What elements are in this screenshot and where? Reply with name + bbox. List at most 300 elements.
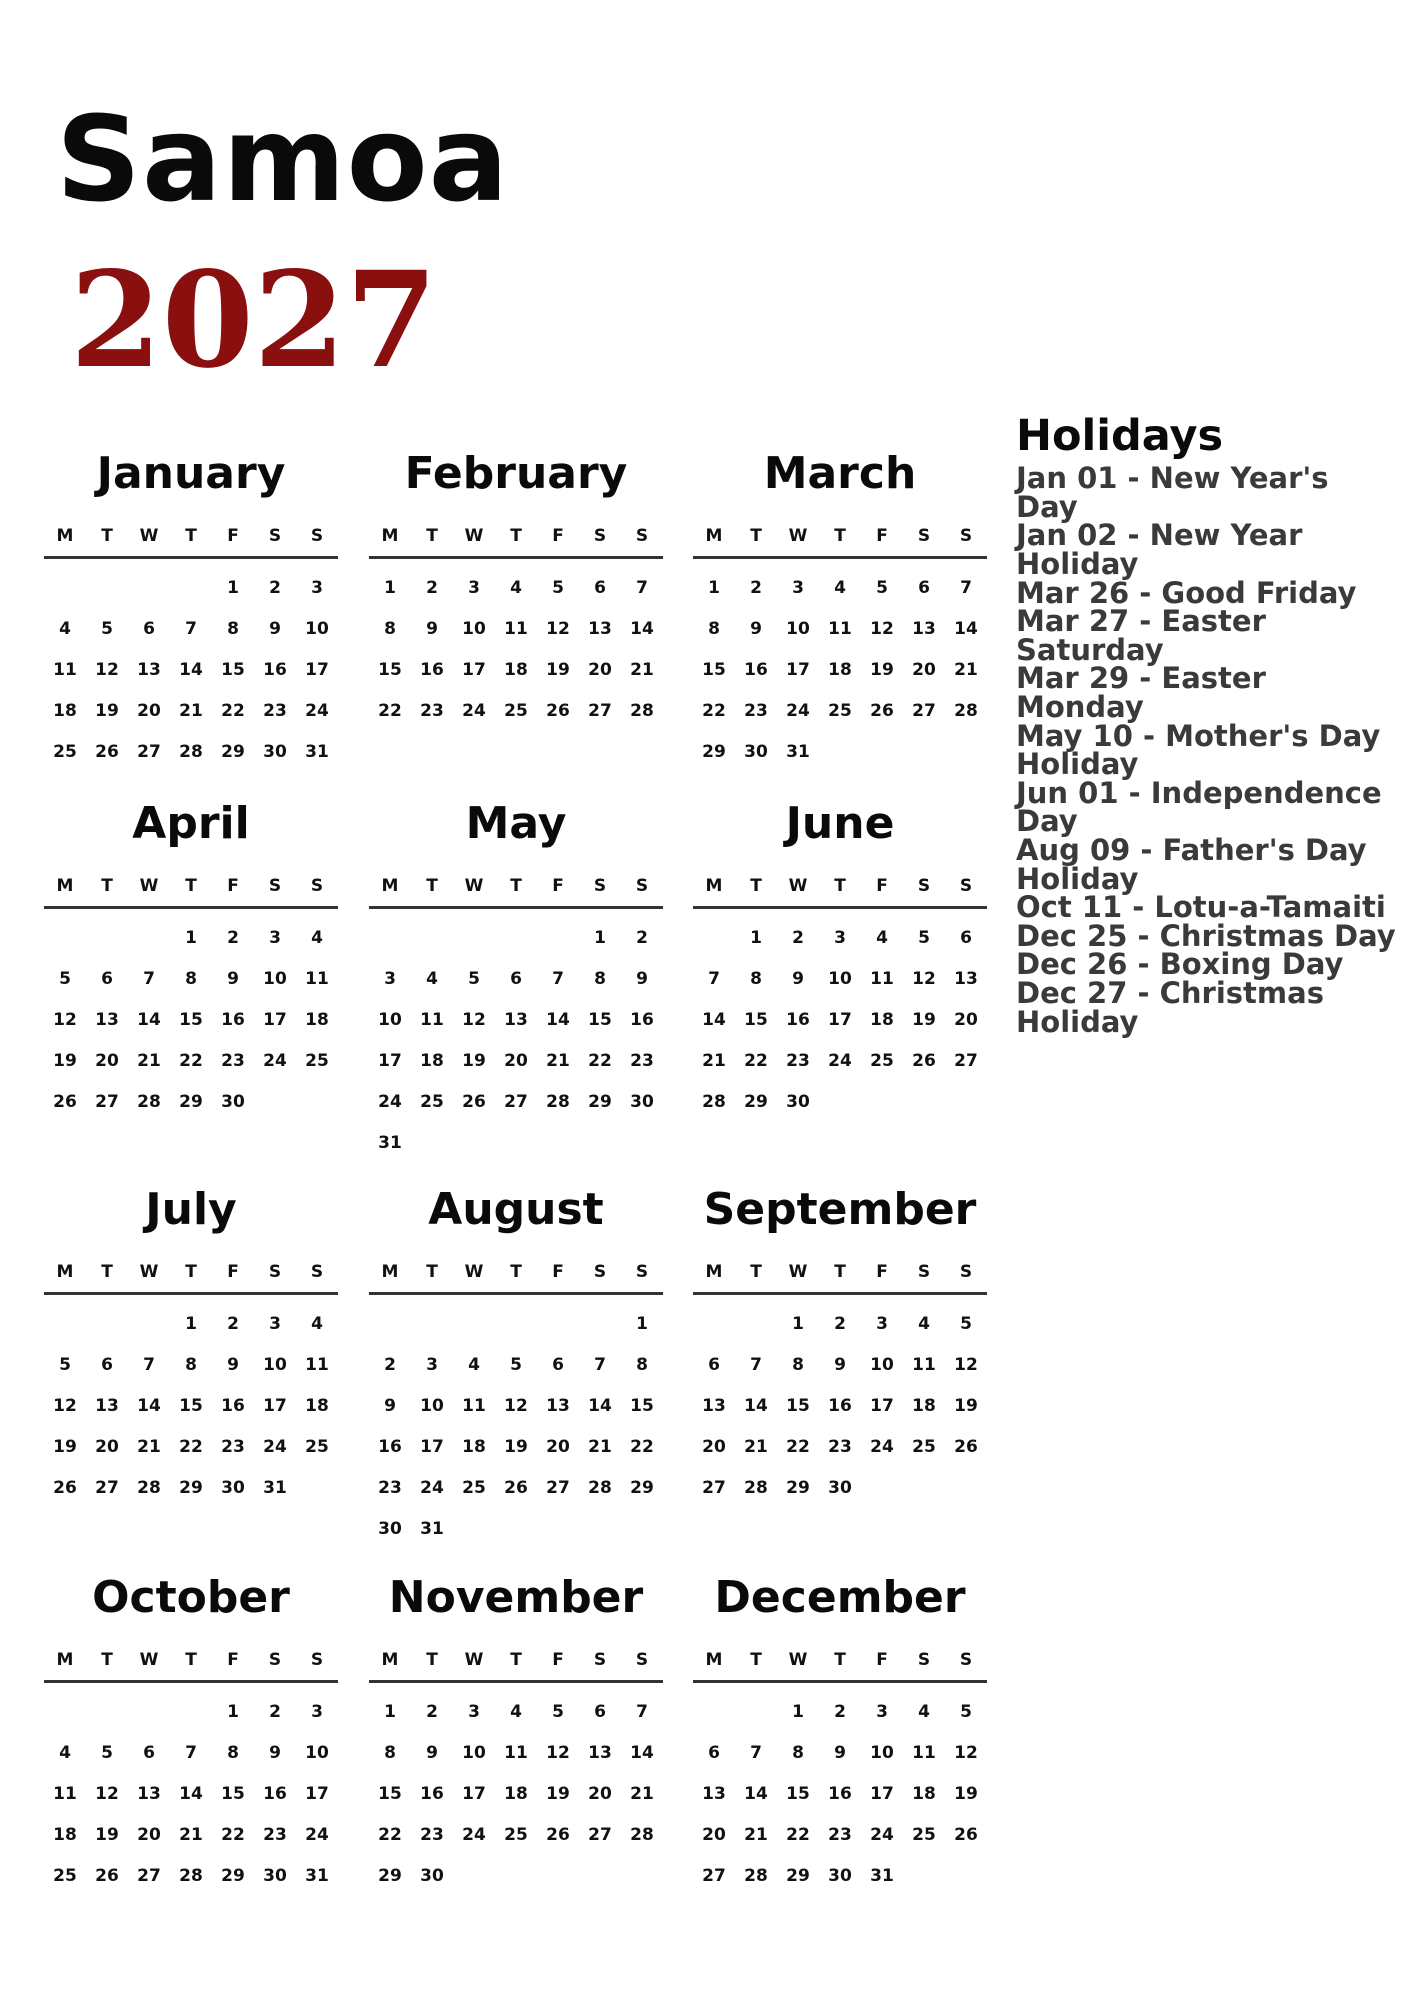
weekday-header	[369, 876, 663, 909]
holiday-item: Jan 01 - New Year's Day	[1016, 461, 1329, 524]
day-cell: 25	[912, 1436, 936, 1457]
day-cell: 31	[305, 741, 329, 762]
day-grid	[369, 1303, 663, 1549]
day-cell: 4	[918, 1313, 930, 1334]
day-cell: 27	[702, 1865, 726, 1886]
day-cell: 29	[744, 1091, 768, 1112]
weekday-label: T	[750, 1262, 762, 1282]
day-cell: 15	[221, 1783, 245, 1804]
day-cell: 14	[744, 1395, 768, 1416]
day-cell: 9	[227, 968, 239, 989]
weekday-label: T	[834, 526, 846, 546]
weekday-label: S	[917, 1650, 931, 1670]
day-cell: 24	[263, 1050, 287, 1071]
day-cell: 9	[636, 968, 648, 989]
day-cell: 12	[53, 1395, 77, 1416]
day-cell: 16	[828, 1395, 852, 1416]
day-grid	[693, 917, 987, 1122]
holiday-item: Mar 27 - Easter Saturday	[1016, 604, 1266, 667]
day-grid	[369, 917, 663, 1163]
day-cell: 30	[378, 1518, 402, 1539]
day-cell: 12	[870, 618, 894, 639]
day-cell: 20	[95, 1436, 119, 1457]
day-cell: 26	[546, 1824, 570, 1845]
holiday-item: Dec 26 - Boxing Day	[1016, 947, 1344, 982]
day-cell: 28	[588, 1477, 612, 1498]
day-cell: 19	[546, 1783, 570, 1804]
weekday-label: F	[227, 1262, 239, 1282]
holiday-item: Dec 27 - Christmas Holiday	[1016, 975, 1324, 1039]
day-cell: 28	[179, 741, 203, 762]
day-cell: 1	[792, 1701, 804, 1722]
day-cell: 30	[828, 1865, 852, 1886]
day-cell: 26	[53, 1091, 77, 1112]
weekday-label: T	[426, 876, 438, 896]
day-cell: 14	[179, 1783, 203, 1804]
day-cell: 24	[870, 1436, 894, 1457]
weekday-label: W	[139, 526, 159, 546]
day-cell: 13	[95, 1395, 119, 1416]
weekday-label: S	[310, 1262, 324, 1282]
day-cell: 12	[546, 618, 570, 639]
day-cell: 11	[420, 1009, 444, 1030]
day-cell: 18	[504, 659, 528, 680]
day-cell: 10	[870, 1354, 894, 1375]
day-cell: 1	[792, 1313, 804, 1334]
month-august	[369, 1184, 663, 1549]
day-cell: 23	[744, 700, 768, 721]
day-cell: 29	[630, 1477, 654, 1498]
weekday-label: F	[876, 876, 888, 896]
day-cell: 31	[263, 1477, 287, 1498]
day-cell: 17	[305, 659, 329, 680]
day-cell: 10	[462, 618, 486, 639]
weekday-header	[693, 526, 987, 559]
day-cell: 17	[870, 1395, 894, 1416]
day-cell: 12	[462, 1009, 486, 1030]
day-cell: 5	[101, 618, 113, 639]
day-cell: 23	[263, 1824, 287, 1845]
day-cell: 22	[702, 700, 726, 721]
weekday-label: T	[101, 526, 113, 546]
day-cell: 16	[744, 659, 768, 680]
holiday-item: May 10 - Mother's Day Holiday	[1016, 718, 1381, 782]
day-cell: 14	[588, 1395, 612, 1416]
day-cell: 30	[221, 1091, 245, 1112]
day-cell: 5	[960, 1701, 972, 1722]
day-cell: 5	[876, 577, 888, 598]
day-cell: 11	[870, 968, 894, 989]
day-cell: 24	[462, 1824, 486, 1845]
day-cell: 25	[912, 1824, 936, 1845]
weekday-label: T	[750, 1650, 762, 1670]
day-cell: 18	[912, 1783, 936, 1804]
weekday-label: T	[426, 1262, 438, 1282]
day-cell: 14	[137, 1395, 161, 1416]
day-cell: 7	[636, 577, 648, 598]
day-cell: 5	[59, 968, 71, 989]
day-cell: 4	[510, 1701, 522, 1722]
day-cell: 16	[786, 1009, 810, 1030]
day-cell: 27	[137, 1865, 161, 1886]
day-cell: 20	[546, 1436, 570, 1457]
weekday-header	[369, 526, 663, 559]
day-cell: 2	[426, 1701, 438, 1722]
day-cell: 3	[876, 1701, 888, 1722]
day-cell: 19	[462, 1050, 486, 1071]
weekday-label: W	[788, 876, 808, 896]
day-cell: 21	[137, 1050, 161, 1071]
day-grid	[44, 917, 338, 1122]
day-cell: 10	[786, 618, 810, 639]
day-cell: 16	[378, 1436, 402, 1457]
day-cell: 1	[384, 577, 396, 598]
day-cell: 2	[636, 927, 648, 948]
day-cell: 17	[828, 1009, 852, 1030]
month-october	[44, 1572, 338, 1896]
day-cell: 24	[378, 1091, 402, 1112]
day-cell: 13	[95, 1009, 119, 1030]
day-cell: 27	[504, 1091, 528, 1112]
day-cell: 12	[954, 1742, 978, 1763]
day-cell: 8	[227, 1742, 239, 1763]
day-cell: 4	[918, 1701, 930, 1722]
weekday-label: T	[750, 876, 762, 896]
day-cell: 9	[792, 968, 804, 989]
weekday-header	[369, 1262, 663, 1295]
day-cell: 11	[462, 1395, 486, 1416]
day-cell: 23	[420, 700, 444, 721]
day-cell: 6	[101, 968, 113, 989]
month-november	[369, 1572, 663, 1896]
weekday-label: S	[310, 876, 324, 896]
weekday-label: T	[101, 876, 113, 896]
weekday-label: S	[635, 526, 649, 546]
day-cell: 8	[594, 968, 606, 989]
weekday-label: W	[464, 876, 484, 896]
day-cell: 27	[912, 700, 936, 721]
month-name: January	[96, 448, 286, 499]
weekday-label: M	[56, 1650, 74, 1670]
day-cell: 7	[636, 1701, 648, 1722]
day-cell: 25	[504, 700, 528, 721]
day-cell: 19	[546, 659, 570, 680]
day-cell: 17	[263, 1009, 287, 1030]
weekday-label: S	[917, 876, 931, 896]
weekday-label: F	[227, 526, 239, 546]
day-cell: 2	[269, 1701, 281, 1722]
day-cell: 6	[594, 577, 606, 598]
day-cell: 25	[305, 1050, 329, 1071]
day-cell: 23	[786, 1050, 810, 1071]
day-cell: 28	[744, 1865, 768, 1886]
day-cell: 10	[420, 1395, 444, 1416]
weekday-label: F	[876, 1650, 888, 1670]
day-cell: 6	[708, 1354, 720, 1375]
day-cell: 8	[750, 968, 762, 989]
day-cell: 23	[378, 1477, 402, 1498]
weekday-label: M	[381, 1650, 399, 1670]
day-cell: 9	[426, 1742, 438, 1763]
day-cell: 11	[305, 1354, 329, 1375]
day-cell: 19	[53, 1050, 77, 1071]
day-cell: 12	[95, 1783, 119, 1804]
day-cell: 16	[221, 1009, 245, 1030]
day-cell: 12	[912, 968, 936, 989]
day-cell: 24	[420, 1477, 444, 1498]
day-cell: 2	[750, 577, 762, 598]
day-cell: 22	[630, 1436, 654, 1457]
holiday-item: Jun 01 - Independence Day	[1016, 775, 1382, 839]
day-cell: 22	[221, 1824, 245, 1845]
weekday-label: F	[552, 876, 564, 896]
day-cell: 11	[305, 968, 329, 989]
weekday-header	[44, 1650, 338, 1683]
day-cell: 29	[179, 1477, 203, 1498]
weekday-label: S	[593, 526, 607, 546]
holiday-item: Dec 25 - Christmas Day	[1016, 918, 1396, 953]
day-cell: 15	[179, 1009, 203, 1030]
weekday-label: W	[464, 1262, 484, 1282]
day-cell: 2	[227, 927, 239, 948]
day-cell: 10	[305, 1742, 329, 1763]
day-cell: 26	[870, 700, 894, 721]
weekday-label: F	[552, 1262, 564, 1282]
day-cell: 28	[954, 700, 978, 721]
day-cell: 2	[426, 577, 438, 598]
day-cell: 27	[95, 1091, 119, 1112]
day-cell: 13	[137, 1783, 161, 1804]
day-cell: 25	[462, 1477, 486, 1498]
weekday-label: T	[426, 526, 438, 546]
day-cell: 8	[227, 618, 239, 639]
month-name: August	[428, 1184, 604, 1235]
day-cell: 20	[702, 1436, 726, 1457]
month-name: December	[714, 1572, 966, 1623]
weekday-header	[44, 1262, 338, 1295]
day-cell: 3	[834, 927, 846, 948]
day-cell: 24	[462, 700, 486, 721]
day-cell: 29	[588, 1091, 612, 1112]
day-cell: 7	[960, 577, 972, 598]
month-december	[693, 1572, 987, 1896]
day-cell: 26	[504, 1477, 528, 1498]
day-cell: 6	[143, 1742, 155, 1763]
weekday-label: W	[788, 1650, 808, 1670]
day-cell: 2	[227, 1313, 239, 1334]
day-cell: 1	[636, 1313, 648, 1334]
day-cell: 3	[311, 1701, 323, 1722]
day-cell: 29	[378, 1865, 402, 1886]
day-cell: 3	[792, 577, 804, 598]
weekday-label: W	[788, 526, 808, 546]
weekday-label: S	[593, 1650, 607, 1670]
day-cell: 29	[221, 741, 245, 762]
day-cell: 23	[221, 1050, 245, 1071]
day-cell: 31	[870, 1865, 894, 1886]
weekday-label: M	[705, 526, 723, 546]
weekday-label: S	[310, 1650, 324, 1670]
day-cell: 16	[420, 659, 444, 680]
day-cell: 28	[630, 1824, 654, 1845]
day-cell: 9	[426, 618, 438, 639]
day-cell: 13	[137, 659, 161, 680]
day-cell: 3	[876, 1313, 888, 1334]
day-cell: 3	[311, 577, 323, 598]
day-cell: 21	[744, 1824, 768, 1845]
day-cell: 17	[378, 1050, 402, 1071]
day-cell: 25	[504, 1824, 528, 1845]
weekday-label: S	[593, 876, 607, 896]
day-cell: 17	[305, 1783, 329, 1804]
day-cell: 28	[630, 700, 654, 721]
weekday-header	[44, 876, 338, 909]
day-cell: 28	[179, 1865, 203, 1886]
day-cell: 25	[305, 1436, 329, 1457]
day-cell: 20	[95, 1050, 119, 1071]
day-cell: 13	[588, 618, 612, 639]
day-cell: 17	[786, 659, 810, 680]
day-cell: 11	[53, 1783, 77, 1804]
day-cell: 23	[630, 1050, 654, 1071]
day-cell: 25	[53, 1865, 77, 1886]
day-cell: 20	[588, 1783, 612, 1804]
day-cell: 24	[828, 1050, 852, 1071]
day-cell: 31	[786, 741, 810, 762]
day-cell: 10	[462, 1742, 486, 1763]
day-cell: 4	[311, 927, 323, 948]
day-cell: 7	[708, 968, 720, 989]
day-cell: 28	[744, 1477, 768, 1498]
month-february	[369, 448, 663, 731]
day-cell: 1	[708, 577, 720, 598]
day-cell: 20	[137, 1824, 161, 1845]
day-cell: 3	[468, 577, 480, 598]
weekday-label: S	[959, 526, 973, 546]
day-cell: 3	[426, 1354, 438, 1375]
month-june	[693, 798, 987, 1122]
day-cell: 20	[912, 659, 936, 680]
day-cell: 6	[101, 1354, 113, 1375]
month-july	[44, 1184, 338, 1508]
day-cell: 15	[786, 1395, 810, 1416]
day-cell: 22	[221, 700, 245, 721]
weekday-label: F	[227, 876, 239, 896]
day-cell: 23	[420, 1824, 444, 1845]
day-cell: 17	[462, 659, 486, 680]
day-cell: 7	[750, 1354, 762, 1375]
day-cell: 18	[828, 659, 852, 680]
day-cell: 3	[468, 1701, 480, 1722]
year-title: 2027	[70, 243, 438, 398]
day-cell: 30	[828, 1477, 852, 1498]
day-cell: 2	[792, 927, 804, 948]
month-name: November	[388, 1572, 644, 1623]
day-cell: 6	[918, 577, 930, 598]
month-name: March	[763, 448, 917, 499]
day-cell: 11	[504, 1742, 528, 1763]
day-cell: 19	[954, 1395, 978, 1416]
day-cell: 26	[95, 741, 119, 762]
day-cell: 4	[468, 1354, 480, 1375]
day-cell: 6	[552, 1354, 564, 1375]
day-cell: 8	[792, 1742, 804, 1763]
weekday-label: S	[268, 1262, 282, 1282]
day-cell: 10	[870, 1742, 894, 1763]
day-cell: 27	[702, 1477, 726, 1498]
weekday-label: S	[959, 1262, 973, 1282]
day-cell: 19	[53, 1436, 77, 1457]
day-cell: 21	[137, 1436, 161, 1457]
day-cell: 27	[546, 1477, 570, 1498]
day-cell: 8	[384, 618, 396, 639]
weekday-label: T	[510, 876, 522, 896]
day-cell: 30	[263, 741, 287, 762]
month-name: June	[785, 798, 895, 849]
day-cell: 29	[702, 741, 726, 762]
day-cell: 22	[588, 1050, 612, 1071]
day-cell: 14	[954, 618, 978, 639]
weekday-label: F	[227, 1650, 239, 1670]
month-may	[369, 798, 663, 1163]
day-cell: 18	[462, 1436, 486, 1457]
day-cell: 7	[143, 1354, 155, 1375]
day-cell: 18	[912, 1395, 936, 1416]
weekday-label: F	[552, 526, 564, 546]
day-cell: 1	[750, 927, 762, 948]
day-cell: 15	[378, 659, 402, 680]
weekday-label: S	[959, 876, 973, 896]
weekday-label: M	[381, 1262, 399, 1282]
day-cell: 18	[504, 1783, 528, 1804]
day-cell: 26	[462, 1091, 486, 1112]
day-cell: 6	[594, 1701, 606, 1722]
day-cell: 15	[786, 1783, 810, 1804]
day-cell: 23	[221, 1436, 245, 1457]
day-cell: 21	[954, 659, 978, 680]
day-cell: 24	[870, 1824, 894, 1845]
day-cell: 8	[792, 1354, 804, 1375]
day-cell: 4	[426, 968, 438, 989]
day-cell: 18	[420, 1050, 444, 1071]
day-cell: 23	[828, 1824, 852, 1845]
day-cell: 8	[185, 968, 197, 989]
month-march	[693, 448, 987, 772]
day-cell: 17	[870, 1783, 894, 1804]
day-cell: 12	[53, 1009, 77, 1030]
day-cell: 24	[786, 700, 810, 721]
weekday-label: F	[552, 1650, 564, 1670]
weekday-label: M	[56, 1262, 74, 1282]
day-cell: 4	[510, 577, 522, 598]
day-cell: 27	[95, 1477, 119, 1498]
day-cell: 20	[504, 1050, 528, 1071]
day-cell: 7	[594, 1354, 606, 1375]
day-cell: 22	[179, 1436, 203, 1457]
weekday-label: M	[705, 1650, 723, 1670]
day-cell: 11	[53, 659, 77, 680]
day-cell: 26	[912, 1050, 936, 1071]
day-cell: 1	[185, 927, 197, 948]
weekday-label: S	[635, 1650, 649, 1670]
day-cell: 29	[786, 1477, 810, 1498]
day-cell: 24	[263, 1436, 287, 1457]
day-cell: 6	[143, 618, 155, 639]
day-cell: 27	[137, 741, 161, 762]
weekday-label: S	[310, 526, 324, 546]
day-cell: 29	[179, 1091, 203, 1112]
day-cell: 16	[630, 1009, 654, 1030]
